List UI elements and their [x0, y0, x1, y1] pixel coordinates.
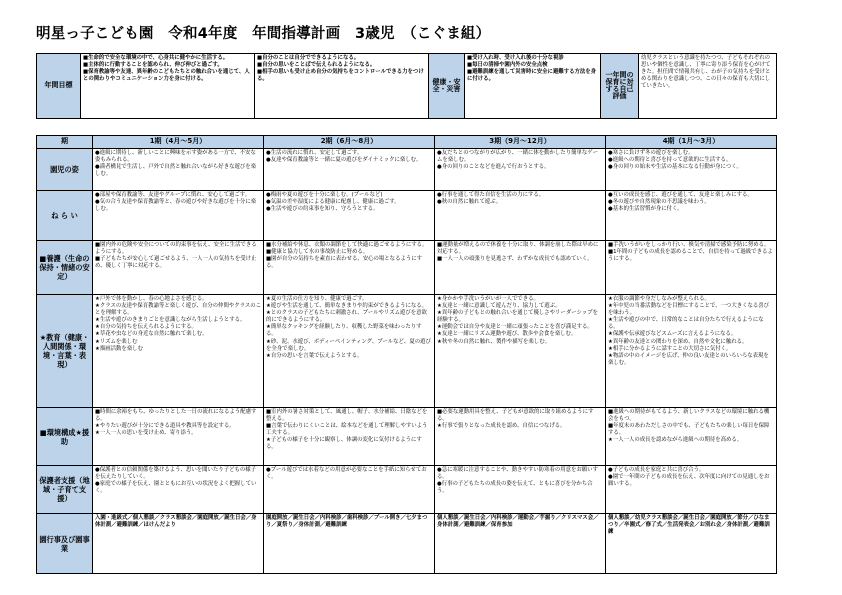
- cell-line: ★物語の中のイメージを広げ、仲の良い友達とのいろいろな表現を楽しむ。: [608, 352, 769, 366]
- term-cell: [264, 466, 435, 514]
- cell-line: 園庭開放／誕生日会／内科検診／歯科検診／プール開き／七夕まつり／夏祭り／身体計測／避難訓練: [266, 515, 428, 529]
- cell-line: ★自分の気持ちを伝えられるようにする。: [95, 324, 197, 331]
- cell-line: ●園で一年間の子どもの成長を伝え、次年度に向けての見通しをお願いする。: [608, 474, 770, 488]
- row-care: [37, 241, 777, 295]
- cell-line: ★一人一人の思いを受け止め、寄り添う。: [95, 430, 197, 437]
- annual-goals-label: 年間目標: [37, 54, 81, 119]
- term-cell: [435, 191, 606, 241]
- term-header-4: 4期（1月～3月）: [606, 136, 777, 149]
- row-child-state: [37, 149, 777, 191]
- cell-line: ★生活や遊びのきまりごとを意識しながら生活しようとする。: [95, 317, 246, 324]
- cell-line: ●部屋や保育教諭等、友達やグループに慣れ、安心して過ごす。: [95, 192, 251, 198]
- term-cell: [93, 149, 264, 191]
- cell-line: ●家庭での様子を伝え、園とともにお互いの状況をよく把握していく。: [95, 481, 257, 495]
- cell-line: ★友達と一緒に意識して遊んだり、協力して遊ぶ。: [437, 303, 561, 310]
- cell-line: ★戸外で体を動かし、春の心地よさを感じる。: [95, 296, 208, 302]
- cell-line: ★運動会では自分や友達と一緒に頑張ったことを喜び満足する。: [437, 324, 593, 331]
- cell-line: ★遊びや生活を通して、簡単なきまりや約束ができるようになる。: [266, 303, 428, 310]
- cell-line: ★行事で張りとなった成長を認め、自信につなげる。: [437, 423, 566, 430]
- term-cell: [264, 191, 435, 241]
- cell-line: 個人懇談／誕生日会／内科検診／運動会／芋掘り／クリスマス会／身体計測／避難訓練／保育参加: [437, 515, 599, 529]
- cell-line: ■園内外の危険や安全についての約束事を伝え、安全に生活できるようにする。: [95, 242, 257, 256]
- cell-line: ★保護や伝承遊びなどスムーズに言えるようになる。: [608, 331, 737, 338]
- row-label: 保護者支援（地域・子育て支援）: [37, 466, 93, 514]
- row-label: ね ら い: [37, 191, 93, 241]
- cell-line: ★相手に分かるように話すことの大切さに気付く。: [608, 345, 732, 352]
- cell-line: ●急に寒暖に注意することや、動きやすい防寒着の用意をお願いする。: [437, 467, 598, 481]
- term-cell: [264, 149, 435, 191]
- term-cell: [435, 408, 606, 466]
- term-plan-table: [36, 135, 777, 574]
- cell-line: ★草花や虫などの身近な自然に触れて楽しむ。: [95, 331, 208, 338]
- term-cell: [93, 466, 264, 514]
- cell-line: ■子どもたちが安心して過ごせるよう、一人一人の気持ちを受け止め、優しく丁寧に対応する。: [95, 256, 257, 270]
- term-cell: [93, 241, 264, 295]
- term-cell: [606, 514, 777, 574]
- cell-line: ●身の回りの始末や生活の基本になる行動が身につく。: [608, 164, 742, 171]
- term-cell: [606, 191, 777, 241]
- health-safety-content: ■受け入れ時、受け入れ後の十分な視診 ■毎日の清掃や園内外の安全点検 ■避難訓練を通して災害時に安全に避難する方法を身に付ける。: [465, 54, 601, 119]
- term-cell: [435, 241, 606, 295]
- cell-line: ●友達や保育教諭等と一緒に夏の遊びをダイナミックに楽しむ。: [266, 157, 422, 164]
- cell-line: ■運動量が増えるので休養を十分に取り、体調を崩した際は早めに対応する。: [437, 242, 599, 256]
- term-cell: [435, 149, 606, 191]
- row-label: 園児の姿: [37, 149, 93, 191]
- cell-line: ■水分補給や休息、衣類の調節をして快適に過ごせるようにする。: [266, 242, 428, 248]
- term-header-row: [37, 136, 777, 149]
- cell-line: ★年中児の当番活動などを目標にすることで、一つ大きくなる喜びを味わう。: [608, 303, 770, 317]
- row-label: ★教育（健康・人間関係・環境・言葉・表現）: [37, 295, 93, 408]
- cell-line: ★クラスの友達や保育教諭等と楽しく遊び、自分の仲間やクラスのことを理解する。: [95, 303, 262, 317]
- cell-line: ■年度末のあわただしさの中でも、子どもたちの楽しい毎日を保障する。: [608, 423, 770, 437]
- cell-line: ●プール遊びでは水着などの用意が必要なことを手紙に知らせておく。: [266, 467, 427, 481]
- term-cell: [264, 408, 435, 466]
- term-header-label: 期: [37, 136, 93, 149]
- row-environment: [37, 408, 777, 466]
- cell-line: ■言葉で伝わりにくいことは、絵本などを通して理解しやすいよう工夫する。: [266, 423, 428, 437]
- term-cell: [606, 408, 777, 466]
- cell-line: ■時間に余裕をもち、ゆったりとした一日の流れになるよう配慮する。: [95, 409, 257, 423]
- cell-line: ■必要な運動用具を整え、子どもが意欲的に取り組めるようにする。: [437, 409, 594, 423]
- row-parent-support: [37, 466, 777, 514]
- cell-line: ●進級に期待し、新しいことに興味を示す姿がある一方で、不安な姿もみられる。: [95, 150, 256, 164]
- row-label: 園行事及び園事業: [37, 514, 93, 574]
- term-cell: [435, 295, 606, 408]
- cell-line: ●梅雨や夏の遊びを十分に楽しむ。(プールなど): [266, 192, 383, 198]
- term-cell: [93, 295, 264, 408]
- cell-line: ■一人一人の頑張りを見逃さず、わずかな成長でも認めていく。: [437, 256, 593, 263]
- cell-line: ●身の回りのことなどを進んで行おうとする。: [437, 164, 550, 171]
- row-label: ■養護（生命の保持・情緒の安定）: [37, 241, 93, 295]
- term-cell: [435, 514, 606, 574]
- self-evaluation-content: 幼児クラスという意識を持たつつ、子どもそれぞれの思いや個性を意識し、丁寧に寄り添う保育を心がけてきた。担任間で情報共有し、わが子の気持ちを受けとめる関わりを意識しつつ、この日々の保育も大切にしていきたい。: [639, 54, 777, 119]
- cell-line: ●友だちとのつながりが広がり、一緒に体を動かしたり簡単なゲームを楽しむ。: [437, 150, 599, 164]
- cell-line: ★子どもの様子を十分に観察し、体調の変化に気付けるようにする。: [266, 437, 422, 451]
- cell-line: ★描画活動を楽しむ: [95, 345, 143, 352]
- term-header-2: 2期（6月～8月）: [264, 136, 435, 149]
- term-cell: [606, 295, 777, 408]
- cell-line: ●互いの成長を感じ、遊びを通して、友達と楽しみにする。: [608, 192, 753, 198]
- row-events: [37, 514, 777, 574]
- term-cell: [606, 149, 777, 191]
- cell-line: ●気の合う友達や保育教諭等と、春の遊びや好きな遊びを十分に楽しむ。: [95, 199, 257, 213]
- term-header-3: 3期（9月～12月）: [435, 136, 606, 149]
- page-title: 明星っ子こども園 令和4年度 年間指導計画 3歳児 （こぐま組）: [36, 26, 491, 42]
- cell-line: ★砂、泥、水遊び、ボディーペインティング、プールなど、夏の遊びを全身で楽しむ。: [266, 338, 431, 352]
- term-cell: [435, 466, 606, 514]
- cell-line: ★友達と一緒にリズム運動や遊び、散歩や会食を楽しむ。: [437, 331, 577, 338]
- cell-line: ●寒さに負けず冬の遊びを楽しむ。: [608, 150, 694, 156]
- term-cell: [606, 241, 777, 295]
- annual-goals-col2: ■自分のことは自分でできるようになる。 ■自分の思いをことばで伝えられるようになる。 ■相手の思いも受け止め自分の気持ちをコントロールできる力をつける。: [255, 54, 429, 119]
- annual-goals-table: [36, 53, 777, 119]
- cell-line: ★とのクラスの子どもたちに刺激され、プールやリズム遊びを意欲的にできるようにする。: [266, 310, 427, 324]
- term-cell: [264, 514, 435, 574]
- cell-line: ●生活や遊びの約束事を知り、守ろうとする。: [266, 206, 379, 213]
- term-cell: [93, 408, 264, 466]
- cell-line: ★自分の思いを言葉で伝えようとする。: [266, 352, 363, 359]
- cell-line: ★衣服の調節や身だしなみが整えられる。: [608, 296, 710, 302]
- cell-line: ★異年齢の友達との関わりを深め、自然や文化に触れる。: [608, 338, 748, 345]
- cell-line: ■手洗いうがいをしっかり行い、換気や清掃で感染予防に努める。: [608, 242, 770, 248]
- row-aims: [37, 191, 777, 241]
- cell-line: 入園・進級式／個人懇談／クラス懇談会／園庭開放／誕生日会／身体計測／避難訓練／ほけんだより: [95, 515, 257, 529]
- health-safety-label: 健康・安全・災害: [429, 54, 465, 119]
- cell-line: ●進級への期待と喜びを持って意欲的に生活する。: [608, 157, 732, 164]
- self-evaluation-label: 一年間の保育に対する自己評価: [601, 54, 639, 119]
- term-cell: [264, 295, 435, 408]
- term-cell: [93, 191, 264, 241]
- cell-line: ●行事の子どもたちの成長の姿を伝えて、ともに喜びを分かち合う。: [437, 481, 593, 495]
- cell-line: ●基本的生活習慣が身に付く。: [608, 206, 683, 213]
- cell-line: ★やりたい遊びが十分にできる道具や教具等を設定する。: [95, 423, 235, 430]
- term-header-1: 1期（4月～5月）: [93, 136, 264, 149]
- cell-line: ●保護者との信頼関係を築けるよう、思いを聞いたり子どもの様子を伝えたりしていく。: [95, 467, 257, 481]
- cell-line: ★生活や遊びの中で、日常的なことは自分たちで行えるようになる。: [608, 317, 764, 331]
- cell-line: ■園が自分の気持ちを素直に表わせる、安心の場となるようにする。: [266, 256, 423, 270]
- cell-line: ■健康と協力して水の事故防止に努める。: [266, 249, 369, 256]
- cell-line: ★一人一人の成長を認めながら進級への期待を高める。: [608, 437, 743, 444]
- row-label: ■環境構成★援助: [37, 408, 93, 466]
- cell-line: ★秋や冬の自然に触れ、製作や描写を楽しむ。: [437, 338, 550, 345]
- cell-line: ★身かかや手洗いうがいが一人でできる。: [437, 296, 539, 302]
- cell-line: ●気温の差や湿度による健康に配慮し、健康に過ごす。: [266, 199, 400, 206]
- term-cell: [93, 514, 264, 574]
- cell-line: ●秋の自然に触れて遊ぶ。: [437, 199, 502, 206]
- cell-line: ■室内外の暑さ対策として、風通し、帽子、水分補給、日陰などを整える。: [266, 409, 428, 423]
- cell-line: ■1年間の子どもの成長を認めることで、自信を持って過級できるようにする。: [608, 249, 773, 263]
- term-cell: [606, 466, 777, 514]
- cell-line: ■進級への期待がもてるよう、新しいクラスなどの環境に触れる機会をもつ。: [608, 409, 770, 423]
- cell-line: 個人懇談／幼児クラス懇談会／誕生日会／園庭開放／節分／ひなまつり／卒園式／修了式／生活発表会／お別れ会／身体計測／避難訓練: [608, 515, 770, 536]
- cell-line: ●満者構見で生活し、戸外で自然と触れ合いながら好きな遊びを楽しむ。: [95, 164, 257, 178]
- cell-line: ★リズムを楽しむ: [95, 338, 138, 345]
- cell-line: ●子どもの成長を家庭と共に喜び合う。: [608, 467, 705, 473]
- cell-line: ★異年齢の子どもとの触れ合いを通じて優しさやリーダーシップを経験する。: [437, 310, 598, 324]
- cell-line: ●行事を通して得た自信を生活の力にする。: [437, 192, 545, 198]
- cell-line: ★夏の生活の仕方を知り、健康で過ごす。: [266, 296, 368, 302]
- cell-line: ●生活の流れに慣れ、安定して過ごす。: [266, 150, 363, 156]
- term-cell: [264, 241, 435, 295]
- annual-goals-col1: ■生命的で安全な環境の中で、心身共に健やかに生活する。 ■主体的に行動することを認められ、伸び伸びと過ごす。 ■保育教諭等や友達、異年齢のこどもたちとの触れ合いを通じて、人との関わりやコミュニケーション力を身に付ける。: [81, 54, 255, 119]
- cell-line: ●冬の遊びや自然現象の不思議を味わう。: [608, 199, 710, 206]
- cell-line: ★簡単なクッキングを経験したり、収穫した野菜を味わったりする。: [266, 324, 422, 338]
- row-education: [37, 295, 777, 408]
